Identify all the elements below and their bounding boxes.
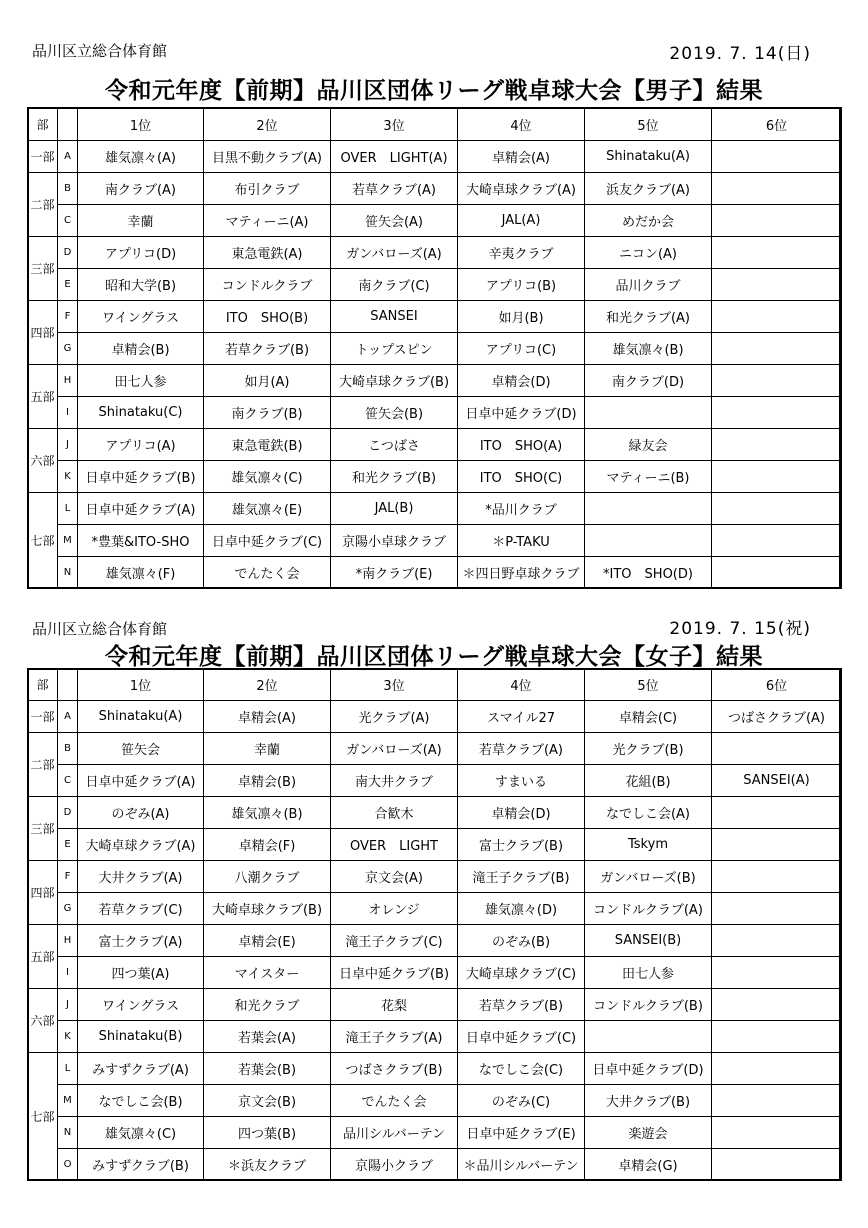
team-cell: みすずクラブ(B) <box>78 1149 204 1181</box>
group-label: F <box>58 861 78 893</box>
team-cell: 卓精会(E) <box>204 925 331 957</box>
men-results-section <box>27 40 841 596</box>
team-cell <box>712 333 842 365</box>
table-row <box>28 893 842 925</box>
team-cell: アプリコ(C) <box>458 333 585 365</box>
team-cell: 日卓中延クラブ(B) <box>331 957 458 989</box>
team-cell <box>712 429 842 461</box>
table-row <box>28 925 842 957</box>
division-label: 四部 <box>28 301 58 365</box>
team-cell: ワイングラス <box>78 989 204 1021</box>
group-label: A <box>58 141 78 173</box>
rank-header: 5位 <box>585 108 712 141</box>
team-cell <box>712 797 842 829</box>
table-row <box>28 397 842 429</box>
team-cell: 八潮クラブ <box>204 861 331 893</box>
table-row <box>28 237 842 269</box>
team-cell <box>712 493 842 525</box>
division-label: 三部 <box>28 237 58 301</box>
group-label: D <box>58 237 78 269</box>
team-cell: 大崎卓球クラブ(C) <box>458 957 585 989</box>
event-date: 2019. 7. 15(祝) <box>669 619 811 639</box>
team-cell: 南大井クラブ <box>331 765 458 797</box>
division-label: 七部 <box>28 1053 58 1181</box>
team-cell: Shinataku(A) <box>585 141 712 173</box>
division-label: 二部 <box>28 733 58 797</box>
team-cell <box>585 493 712 525</box>
team-cell: マティーニ(B) <box>585 461 712 493</box>
table-row <box>28 701 842 733</box>
team-cell: 若葉会(A) <box>204 1021 331 1053</box>
rank-header: 5位 <box>585 669 712 701</box>
team-cell: 品川クラブ <box>585 269 712 301</box>
team-cell <box>585 397 712 429</box>
team-cell: *南クラブ(E) <box>331 557 458 589</box>
team-cell: ＊四日野卓球クラブ <box>458 557 585 589</box>
division-label: 四部 <box>28 861 58 925</box>
team-cell: 笹矢会 <box>78 733 204 765</box>
team-cell: ITO SHO(C) <box>458 461 585 493</box>
team-cell: 若草クラブ(A) <box>331 173 458 205</box>
table-row <box>28 1021 842 1053</box>
group-label: L <box>58 493 78 525</box>
team-cell: オレンジ <box>331 893 458 925</box>
team-cell: 若草クラブ(B) <box>458 989 585 1021</box>
table-row <box>28 333 842 365</box>
women-results-section <box>27 618 841 1198</box>
team-cell: こつばさ <box>331 429 458 461</box>
team-cell <box>712 829 842 861</box>
team-cell: 滝王子クラブ(A) <box>331 1021 458 1053</box>
division-label: 一部 <box>28 701 58 733</box>
team-cell: 田七人参 <box>585 957 712 989</box>
team-cell: 南クラブ(A) <box>78 173 204 205</box>
team-cell: 日卓中延クラブ(B) <box>78 461 204 493</box>
team-cell: 光クラブ(B) <box>585 733 712 765</box>
group-label: H <box>58 365 78 397</box>
team-cell: 滝王子クラブ(C) <box>331 925 458 957</box>
team-cell: のぞみ(C) <box>458 1085 585 1117</box>
team-cell: 雄気凛々(B) <box>204 797 331 829</box>
team-cell <box>712 301 842 333</box>
team-cell: 雄気凛々(C) <box>204 461 331 493</box>
team-cell: 田七人参 <box>78 365 204 397</box>
team-cell: 卓精会(D) <box>458 365 585 397</box>
team-cell: 若草クラブ(A) <box>458 733 585 765</box>
team-cell: 富士クラブ(B) <box>458 829 585 861</box>
team-cell <box>712 173 842 205</box>
team-cell: SANSEI(A) <box>712 765 842 797</box>
team-cell: 卓精会(B) <box>204 765 331 797</box>
venue-label: 品川区立総合体育館 <box>32 620 168 638</box>
rank-header: 4位 <box>458 108 585 141</box>
team-cell: なでしこ会(C) <box>458 1053 585 1085</box>
team-cell: 浜友クラブ(A) <box>585 173 712 205</box>
table-row <box>28 301 842 333</box>
division-label: 六部 <box>28 989 58 1053</box>
rank-header: 6位 <box>712 108 842 141</box>
page-title: 令和元年度【前期】品川区団体リーグ戦卓球大会【男子】結果 <box>105 78 763 104</box>
division-label: 五部 <box>28 925 58 989</box>
table-row <box>28 1149 842 1181</box>
venue-label: 品川区立総合体育館 <box>32 42 168 60</box>
division-header: 部 <box>28 669 58 701</box>
team-cell <box>712 733 842 765</box>
event-date: 2019. 7. 14(日) <box>669 44 811 64</box>
team-cell <box>712 365 842 397</box>
team-cell: 日卓中延クラブ(A) <box>78 765 204 797</box>
team-cell: 京陽小卓球クラブ <box>331 525 458 557</box>
team-cell <box>712 989 842 1021</box>
team-cell: 笹矢会(B) <box>331 397 458 429</box>
team-cell: Shinataku(B) <box>78 1021 204 1053</box>
team-cell: 日卓中延クラブ(D) <box>458 397 585 429</box>
division-label: 六部 <box>28 429 58 493</box>
table-row <box>28 493 842 525</box>
team-cell: Shinataku(A) <box>78 701 204 733</box>
group-label: O <box>58 1149 78 1181</box>
results-table <box>27 668 842 1181</box>
team-cell: 楽遊会 <box>585 1117 712 1149</box>
group-label: C <box>58 205 78 237</box>
team-cell: 雄気凛々(D) <box>458 893 585 925</box>
group-label: G <box>58 333 78 365</box>
table-row <box>28 365 842 397</box>
team-cell: 雄気凛々(C) <box>78 1117 204 1149</box>
team-cell: Tskym <box>585 829 712 861</box>
team-cell: コンドルクラブ <box>204 269 331 301</box>
team-cell: 卓精会(D) <box>458 797 585 829</box>
team-cell: OVER LIGHT <box>331 829 458 861</box>
team-cell: ITO SHO(B) <box>204 301 331 333</box>
team-cell: 品川シルバーテン <box>331 1117 458 1149</box>
team-cell: 和光クラブ <box>204 989 331 1021</box>
team-cell: 京文会(A) <box>331 861 458 893</box>
team-cell: トップスピン <box>331 333 458 365</box>
division-label: 七部 <box>28 493 58 589</box>
team-cell: OVER LIGHT(A) <box>331 141 458 173</box>
team-cell: のぞみ(B) <box>458 925 585 957</box>
team-cell: めだか会 <box>585 205 712 237</box>
division-label: 三部 <box>28 797 58 861</box>
team-cell: 大崎卓球クラブ(A) <box>78 829 204 861</box>
team-cell: ガンバローズ(B) <box>585 861 712 893</box>
team-cell: 幸蘭 <box>78 205 204 237</box>
team-cell: 笹矢会(A) <box>331 205 458 237</box>
table-row <box>28 557 842 589</box>
team-cell: 京陽小クラブ <box>331 1149 458 1181</box>
team-cell: 富士クラブ(A) <box>78 925 204 957</box>
team-cell: 日卓中延クラブ(E) <box>458 1117 585 1149</box>
team-cell: 卓精会(B) <box>78 333 204 365</box>
group-label: E <box>58 829 78 861</box>
team-cell <box>712 461 842 493</box>
group-label: H <box>58 925 78 957</box>
table-row <box>28 1117 842 1149</box>
group-label: I <box>58 957 78 989</box>
team-cell: Shinataku(C) <box>78 397 204 429</box>
team-cell: 卓精会(A) <box>204 701 331 733</box>
team-cell: JAL(A) <box>458 205 585 237</box>
team-cell: ITO SHO(A) <box>458 429 585 461</box>
rank-header: 1位 <box>78 669 204 701</box>
team-cell: 光クラブ(A) <box>331 701 458 733</box>
team-cell: なでしこ会(B) <box>78 1085 204 1117</box>
group-label: J <box>58 429 78 461</box>
results-table <box>27 107 842 589</box>
group-label: A <box>58 701 78 733</box>
team-cell: 大崎卓球クラブ(B) <box>331 365 458 397</box>
group-label: J <box>58 989 78 1021</box>
team-cell: 雄気凛々(B) <box>585 333 712 365</box>
team-cell: ガンバローズ(A) <box>331 237 458 269</box>
group-header <box>58 669 78 701</box>
team-cell: 東急電鉄(B) <box>204 429 331 461</box>
table-row <box>28 461 842 493</box>
team-cell <box>712 397 842 429</box>
table-row <box>28 829 842 861</box>
team-cell: 大井クラブ(B) <box>585 1085 712 1117</box>
team-cell <box>712 893 842 925</box>
table-row <box>28 173 842 205</box>
team-cell: ニコン(A) <box>585 237 712 269</box>
group-label: E <box>58 269 78 301</box>
team-cell: アプリコ(A) <box>78 429 204 461</box>
team-cell: でんたく会 <box>204 557 331 589</box>
team-cell: 滝王子クラブ(B) <box>458 861 585 893</box>
team-cell: 四つ葉(B) <box>204 1117 331 1149</box>
team-cell: 京文会(B) <box>204 1085 331 1117</box>
group-label: B <box>58 733 78 765</box>
team-cell: スマイル27 <box>458 701 585 733</box>
team-cell: 若草クラブ(C) <box>78 893 204 925</box>
team-cell: ＊P-TAKU <box>458 525 585 557</box>
table-row <box>28 269 842 301</box>
team-cell <box>712 1149 842 1181</box>
team-cell: 昭和大学(B) <box>78 269 204 301</box>
team-cell <box>712 1021 842 1053</box>
team-cell <box>712 957 842 989</box>
team-cell: SANSEI <box>331 301 458 333</box>
rank-header: 2位 <box>204 108 331 141</box>
team-cell: 東急電鉄(A) <box>204 237 331 269</box>
team-cell: 幸蘭 <box>204 733 331 765</box>
team-cell: アプリコ(B) <box>458 269 585 301</box>
rank-header: 1位 <box>78 108 204 141</box>
team-cell <box>585 525 712 557</box>
table-row <box>28 1085 842 1117</box>
team-cell <box>712 525 842 557</box>
team-cell: 辛夷クラブ <box>458 237 585 269</box>
team-cell: 如月(B) <box>458 301 585 333</box>
team-cell: 日卓中延クラブ(A) <box>78 493 204 525</box>
group-label: G <box>58 893 78 925</box>
team-cell: 若草クラブ(B) <box>204 333 331 365</box>
team-cell: 南クラブ(B) <box>204 397 331 429</box>
group-label: K <box>58 461 78 493</box>
team-cell: *豊葉&ITO-SHO <box>78 525 204 557</box>
team-cell: 南クラブ(C) <box>331 269 458 301</box>
team-cell <box>585 1021 712 1053</box>
table-row <box>28 989 842 1021</box>
team-cell: なでしこ会(A) <box>585 797 712 829</box>
team-cell: 若葉会(B) <box>204 1053 331 1085</box>
team-cell: 南クラブ(D) <box>585 365 712 397</box>
team-cell: つばさクラブ(A) <box>712 701 842 733</box>
team-cell <box>712 925 842 957</box>
team-cell <box>712 205 842 237</box>
group-header <box>58 108 78 141</box>
team-cell: 卓精会(A) <box>458 141 585 173</box>
team-cell: マティーニ(A) <box>204 205 331 237</box>
group-label: B <box>58 173 78 205</box>
division-label: 一部 <box>28 141 58 173</box>
team-cell: アプリコ(D) <box>78 237 204 269</box>
team-cell: *品川クラブ <box>458 493 585 525</box>
table-row <box>28 957 842 989</box>
team-cell <box>712 1085 842 1117</box>
table-row <box>28 141 842 173</box>
team-cell: 大崎卓球クラブ(A) <box>458 173 585 205</box>
group-label: C <box>58 765 78 797</box>
team-cell: マイスター <box>204 957 331 989</box>
team-cell <box>712 557 842 589</box>
team-cell: 四つ葉(A) <box>78 957 204 989</box>
team-cell: 目黒不動クラブ(A) <box>204 141 331 173</box>
table-row <box>28 429 842 461</box>
team-cell: でんたく会 <box>331 1085 458 1117</box>
team-cell: 合歓木 <box>331 797 458 829</box>
team-cell: 如月(A) <box>204 365 331 397</box>
page-title: 令和元年度【前期】品川区団体リーグ戦卓球大会【女子】結果 <box>105 644 763 670</box>
team-cell: ワイングラス <box>78 301 204 333</box>
team-cell: 緑友会 <box>585 429 712 461</box>
table-row <box>28 733 842 765</box>
table-header-row <box>28 108 842 141</box>
table-row <box>28 525 842 557</box>
team-cell: 大崎卓球クラブ(B) <box>204 893 331 925</box>
division-header: 部 <box>28 108 58 141</box>
table-row <box>28 1053 842 1085</box>
team-cell: ガンバローズ(A) <box>331 733 458 765</box>
team-cell: すまいる <box>458 765 585 797</box>
team-cell: コンドルクラブ(B) <box>585 989 712 1021</box>
team-cell: 雄気凛々(A) <box>78 141 204 173</box>
group-label: K <box>58 1021 78 1053</box>
division-label: 二部 <box>28 173 58 237</box>
team-cell: つばさクラブ(B) <box>331 1053 458 1085</box>
team-cell <box>712 861 842 893</box>
group-label: F <box>58 301 78 333</box>
group-label: N <box>58 1117 78 1149</box>
table-row <box>28 765 842 797</box>
division-label: 五部 <box>28 365 58 429</box>
team-cell <box>712 141 842 173</box>
team-cell: SANSEI(B) <box>585 925 712 957</box>
team-cell: ＊品川シルバーテン <box>458 1149 585 1181</box>
group-label: D <box>58 797 78 829</box>
rank-header: 3位 <box>331 108 458 141</box>
team-cell: 大井クラブ(A) <box>78 861 204 893</box>
table-row <box>28 861 842 893</box>
team-cell: 卓精会(F) <box>204 829 331 861</box>
team-cell: 和光クラブ(A) <box>585 301 712 333</box>
team-cell: 卓精会(G) <box>585 1149 712 1181</box>
team-cell <box>712 237 842 269</box>
team-cell: JAL(B) <box>331 493 458 525</box>
table-row <box>28 797 842 829</box>
team-cell: 雄気凛々(F) <box>78 557 204 589</box>
team-cell <box>712 269 842 301</box>
rank-header: 3位 <box>331 669 458 701</box>
team-cell: *ITO SHO(D) <box>585 557 712 589</box>
rank-header: 2位 <box>204 669 331 701</box>
team-cell: 花組(B) <box>585 765 712 797</box>
team-cell: のぞみ(A) <box>78 797 204 829</box>
team-cell: 和光クラブ(B) <box>331 461 458 493</box>
team-cell: 雄気凛々(E) <box>204 493 331 525</box>
group-label: N <box>58 557 78 589</box>
rank-header: 6位 <box>712 669 842 701</box>
table-header-row <box>28 669 842 701</box>
table-row <box>28 205 842 237</box>
team-cell: みすずクラブ(A) <box>78 1053 204 1085</box>
group-label: L <box>58 1053 78 1085</box>
team-cell: 花梨 <box>331 989 458 1021</box>
team-cell: 日卓中延クラブ(D) <box>585 1053 712 1085</box>
rank-header: 4位 <box>458 669 585 701</box>
group-label: M <box>58 525 78 557</box>
group-label: M <box>58 1085 78 1117</box>
team-cell: ＊浜友クラブ <box>204 1149 331 1181</box>
group-label: I <box>58 397 78 429</box>
team-cell: 布引クラブ <box>204 173 331 205</box>
team-cell: 日卓中延クラブ(C) <box>204 525 331 557</box>
team-cell: 卓精会(C) <box>585 701 712 733</box>
team-cell: コンドルクラブ(A) <box>585 893 712 925</box>
team-cell <box>712 1117 842 1149</box>
team-cell: 日卓中延クラブ(C) <box>458 1021 585 1053</box>
team-cell <box>712 1053 842 1085</box>
